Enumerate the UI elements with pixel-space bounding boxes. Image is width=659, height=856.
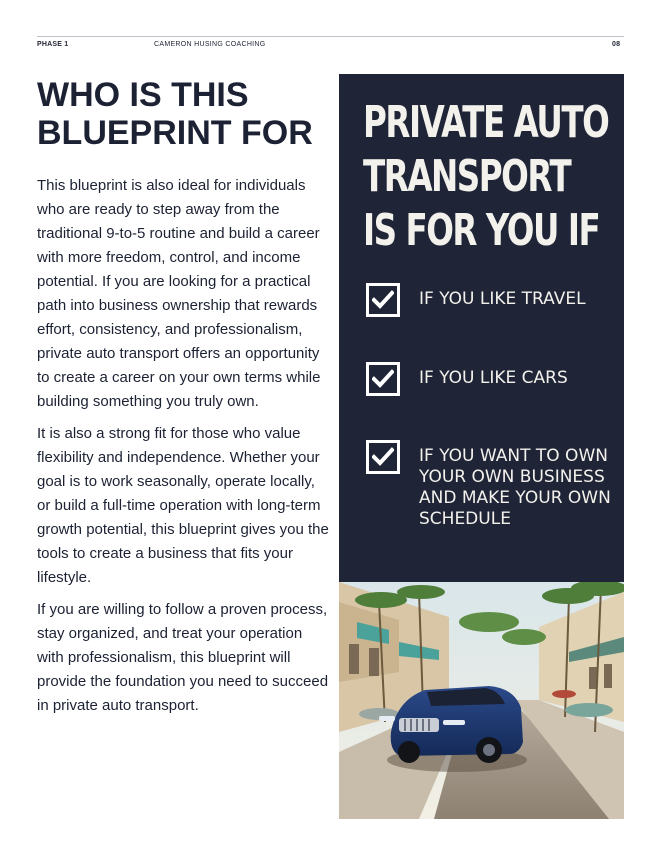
body-paragraph-1: This blueprint is also ideal for individuals who are ready to step away from the traditional 9-to-5 routine and build a career with more freedom, control, and income potential. If you are looking for a practical path into business ownership that rewards effort, consistency, and professionalism, private auto transport offers an opportunity to create a career on your own terms while building something you truly own. [37, 177, 321, 410]
checkbox-checked-icon [366, 283, 400, 317]
header-section-label: PHASE 1 [37, 41, 69, 48]
checkbox-checked-icon [366, 440, 400, 474]
checklist-item-label: IF YOU LIKE CARS [419, 368, 568, 388]
page-title [37, 76, 337, 152]
checklist-item-label: IF YOU LIKE TRAVEL [419, 289, 586, 309]
header-brand: CAMERON HUSING COACHING [154, 41, 266, 48]
checklist-item-line: IF YOU WANT TO OWN [419, 446, 608, 466]
checklist-panel [339, 74, 624, 582]
body-text [37, 174, 329, 726]
body-paragraph-3: If you are willing to follow a proven process, stay organized, and treat your operation with professionalism, this blueprint will provide the foundation you need to succeed in private auto transport. [37, 601, 329, 714]
panel-title-line-2: TRANSPORT [363, 151, 571, 202]
panel-title-line-1: PRIVATE AUTO [363, 97, 609, 148]
header-page-number: 08 [612, 41, 621, 48]
checklist-item-line: SCHEDULE [419, 509, 511, 529]
checklist-item-label [419, 446, 614, 530]
photo-illustration [339, 582, 624, 819]
panel-title-line-3: IS FOR YOU IF [363, 205, 600, 256]
checklist-item-line: AND MAKE YOUR OWN [419, 488, 611, 508]
panel-title [363, 96, 609, 258]
page-title-line-2: BLUEPRINT FOR [37, 114, 313, 152]
page-title-line-1: WHO IS THIS [37, 76, 249, 114]
body-paragraph-2: It is also a strong fit for those who value flexibility and independence. Whether your goal is to work seasonally, operate locally, or build a full-time operation with long-term growth potential, this blueprint gives you the tools to create a business that fits your lifestyle. [37, 425, 329, 586]
checklist-item-line: YOUR OWN BUSINESS [419, 467, 605, 487]
checkbox-checked-icon [366, 362, 400, 396]
street-car-photo [339, 582, 624, 819]
header-rule [37, 36, 624, 37]
